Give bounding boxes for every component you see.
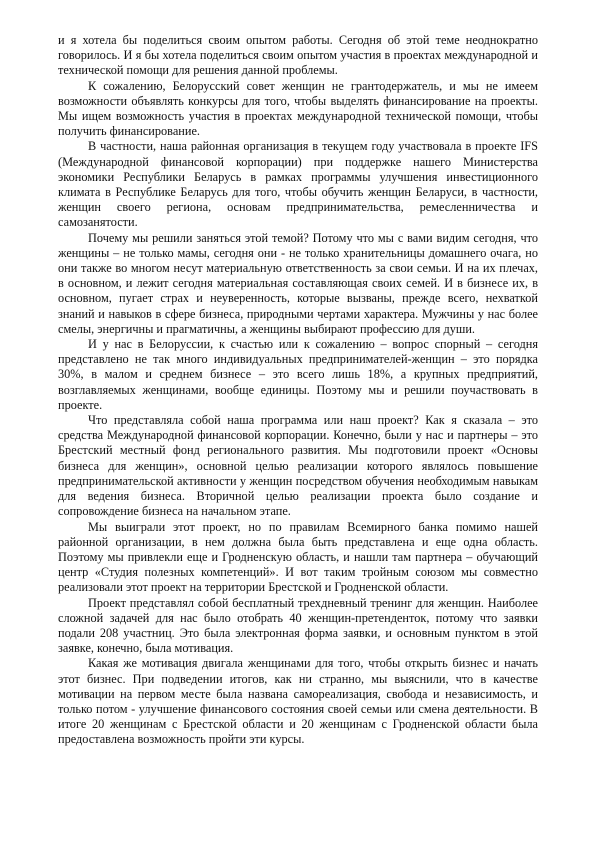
paragraph-3: В частности, наша районная организация в текущем году участвовала в проекте IFS (Международной финансовой корпорации) при поддержке нашего Министерства экономики Республики Беларусь в рамках программы улучшения инвестиционного климата в Республике Беларусь для того, чтобы обучить женщин Беларуси, в частности, женщин своего региона, основам предпринимательства, ремесленничества и самозанятости. [58, 139, 538, 230]
paragraph-7: Мы выиграли этот проект, но по правилам Всемирного банка помимо нашей районной организации, в нем должна была быть представлена и еще одна область. Поэтому мы привлекли еще и Гродненскую область, и нашли там партнера – обучающий центр «Студия полезных компетенций». И вот таким тройным союзом мы совместно реализовали этот проект на территории Брестской и Гродненской области. [58, 519, 538, 595]
paragraph-9: Какая же мотивация двигала женщинами для того, чтобы открыть бизнес и начать этот бизнес. При подведении итогов, как ни странно, мы выяснили, что в качестве мотивации на первом месте была названа самореализация, свобода и независимость, и только потом - улучшение финансового состояния своей семьи или смена деятельности. В итоге 20 женщинам с Брестской области и 20 женщинам с Гродненской области была предоставлена возможность пройти эти курсы. [58, 656, 538, 747]
paragraph-4: Почему мы решили заняться этой темой? Потому что мы с вами видим сегодня, что женщины – не только мамы, сегодня они - не только хранительницы домашнего очага, но они также во многом несут материальную ответственность за свои семьи. И на их плечах, в основном, и лежит сегодня материальная составляющая своих семей. И в бизнесе их, в основном, пугает страх и неуверенность, которые вызваны, прежде всего, нехваткой знаний и навыков в сфере бизнеса, природными чертами характера. Мужчины у нас более смелы, энергичны и прагматичны, а женщины выбирают профессию для души. [58, 230, 538, 336]
paragraph-8: Проект представлял собой бесплатный трехдневный тренинг для женщин. Наиболее сложной задачей для нас было отобрать 40 женщин-претенденток, потому что заявки подали 208 участниц. Это была электронная форма заявки, и основным пунктом в этой заявке, конечно, была мотивация. [58, 595, 538, 656]
paragraph-6: Что представляла собой наша программа или наш проект? Как я сказала – это средства Международной финансовой корпорации. Конечно, были у нас и партнеры – это Брестский местный фонд регионального развития. Мы подготовили проект «Основы бизнеса для женщин», основной целью реализации которого являлось повышение предпринимательской активности у женщин посредством обучения необходимым навыкам для ведения бизнеса. Вторичной целью реализации проекта было создание и сопровождение бизнеса на начальном этапе. [58, 413, 538, 519]
document-page [58, 33, 538, 748]
paragraph-2: К сожалению, Белорусский совет женщин не грантодержатель, и мы не имеем возможности объявлять конкурсы для того, чтобы выделять финансирование на проекты. Мы ищем возможность участия в проектах международной технической помощи, чтобы получить финансирование. [58, 78, 538, 139]
paragraph-1: и я хотела бы поделиться своим опытом работы. Сегодня об этой теме неоднократно говорилось. И я бы хотела поделиться своим опытом участия в проектах международной и технической помощи для решения данной проблемы. [58, 33, 538, 78]
paragraph-5: И у нас в Белоруссии, к счастью или к сожалению – вопрос спорный – сегодня представлено не так много индивидуальных предпринимателей-женщин – это порядка 30%, в малом и среднем бизнесе – это всего лишь 18%, а крупных предприятий, возглавляемых женщинами, вообще единицы. Поэтому мы и решили поучаствовать в проекте. [58, 337, 538, 412]
